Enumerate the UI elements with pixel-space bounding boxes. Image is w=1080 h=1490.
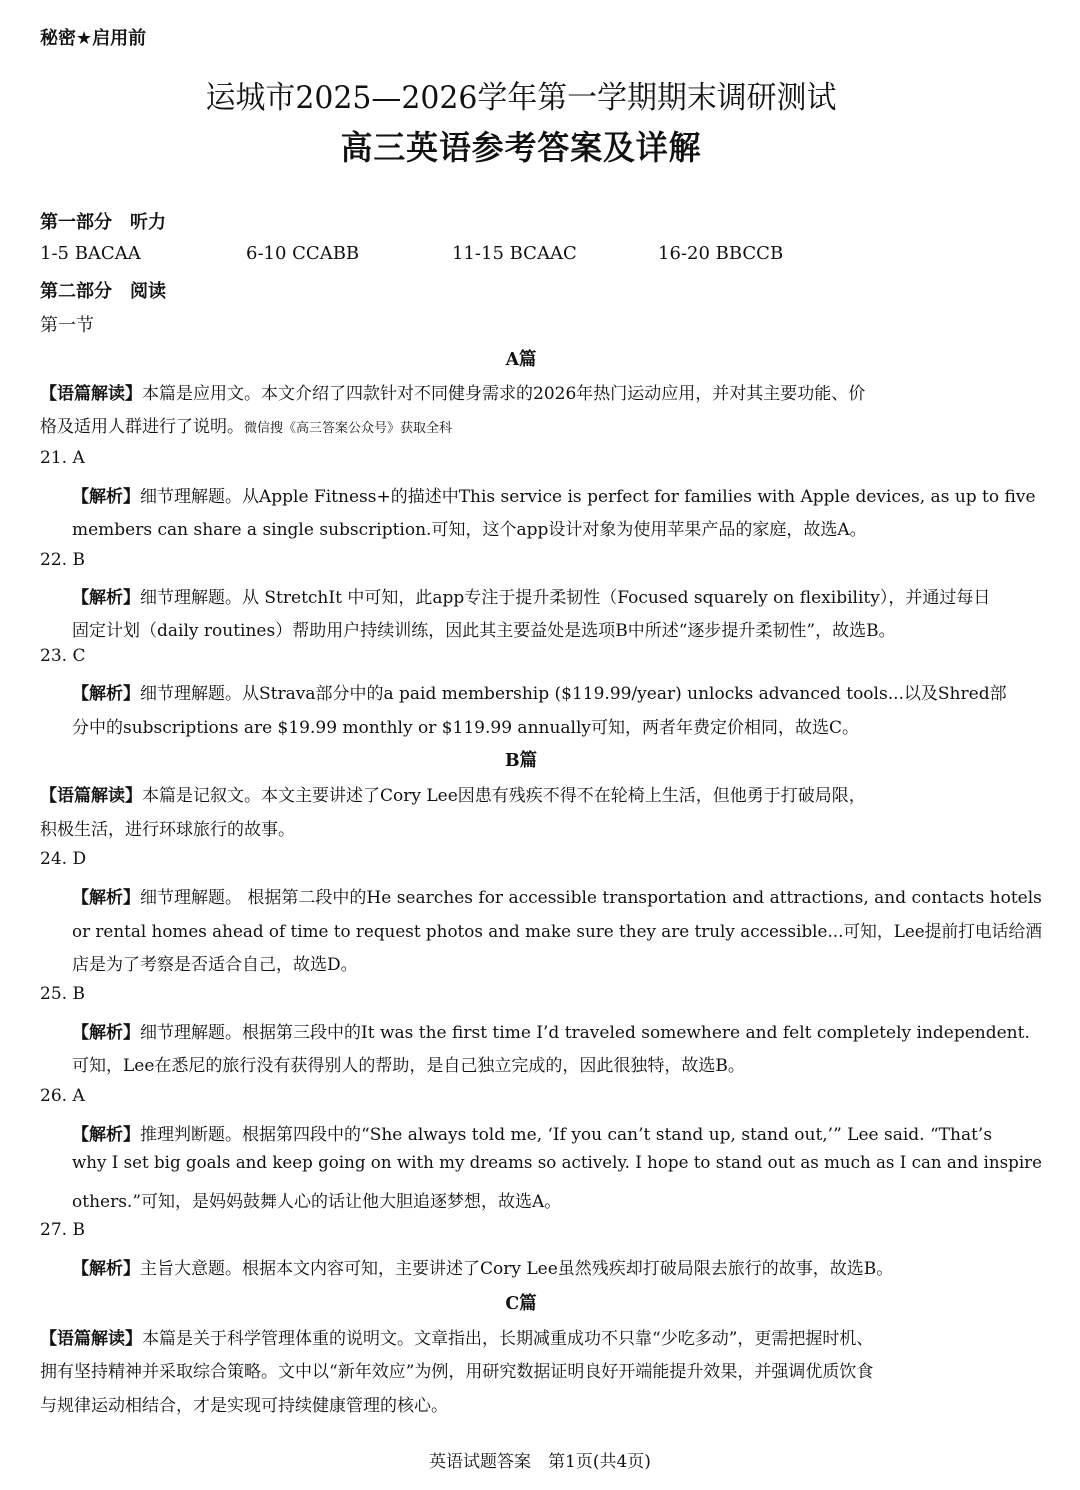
analysis-text: 细节理解题。从Strava部分中的a paid membership ($119.99/year) unlocks advanced tools...以及Shred部 bbox=[140, 684, 1007, 704]
analysis-tag: 【解析】 bbox=[72, 1259, 140, 1279]
passage-c-intro-line3: 与规律运动相结合，才是实现可持续健康管理的核心。 bbox=[40, 1396, 448, 1416]
intro-tag: 【语篇解读】 bbox=[40, 1329, 142, 1349]
exam-title: 运城市2025—2026学年第一学期期末调研测试 bbox=[205, 80, 837, 116]
analysis-tag: 【解析】 bbox=[72, 684, 140, 704]
question-27-answer: 27. B bbox=[40, 1220, 85, 1240]
question-24-answer: 24. D bbox=[40, 849, 87, 869]
section-label: 第一节 bbox=[40, 315, 94, 336]
q21-analysis-line1 bbox=[72, 482, 1036, 507]
analysis-text: 推理判断题。根据第四段中的“She always told me, ‘If you can’t stand up, stand out,’” Lee said. “That’s bbox=[140, 1125, 993, 1145]
passage-c-title: C篇 bbox=[505, 1293, 537, 1314]
question-22-answer: 22. B bbox=[40, 550, 85, 570]
confidential-label: 秘密★启用前 bbox=[40, 28, 147, 49]
passage-b-intro-line2: 积极生活，进行环球旅行的故事。 bbox=[40, 820, 295, 840]
q23-analysis-line2: 分中的subscriptions are $19.99 monthly or $119.99 annually可知，两者年费定价相同，故选C。 bbox=[72, 718, 860, 738]
answer-group-2: 6-10 CCABB bbox=[246, 243, 360, 264]
passage-b-title: B篇 bbox=[504, 750, 538, 771]
page-footer: 英语试题答案 第1页(共4页) bbox=[429, 1452, 651, 1472]
q23-analysis-line1 bbox=[72, 679, 1007, 704]
question-25-answer: 25. B bbox=[40, 984, 85, 1004]
question-21-answer: 21. A bbox=[40, 448, 85, 468]
analysis-text: 细节理解题。 根据第二段中的He searches for accessible transportation and attractions, and contacts hotels bbox=[140, 888, 1042, 908]
q25-analysis-line1 bbox=[72, 1018, 1030, 1043]
q24-analysis-line3: 店是为了考察是否适合自己，故选D。 bbox=[72, 955, 358, 975]
q25-analysis-line2: 可知，Lee在悉尼的旅行没有获得别人的帮助，是自己独立完成的，因此很独特，故选B。 bbox=[72, 1056, 745, 1076]
passage-a-title: A篇 bbox=[505, 349, 537, 370]
passage-a-intro-line2 bbox=[40, 412, 452, 437]
intro-tag: 【语篇解读】 bbox=[40, 786, 142, 806]
analysis-text: 主旨大意题。根据本文内容可知，主要讲述了Cory Lee虽然残疾却打破局限去旅行的故事，故选B。 bbox=[140, 1259, 894, 1279]
answer-group-3: 11-15 BCAAC bbox=[452, 243, 577, 264]
intro-text: 格及适用人群进行了说明。 bbox=[40, 417, 244, 437]
analysis-text: 细节理解题。从 StretchIt 中可知，此app专注于提升柔韧性（Focused squarely on flexibility），并通过每日 bbox=[140, 588, 991, 608]
question-23-answer: 23. C bbox=[40, 646, 86, 666]
analysis-tag: 【解析】 bbox=[72, 487, 140, 507]
passage-a-intro-line1 bbox=[40, 379, 865, 404]
part2-heading: 第二部分 阅读 bbox=[40, 281, 166, 302]
question-26-answer: 26. A bbox=[40, 1086, 85, 1106]
watermark-text: 微信搜《高三答案公众号》获取全科 bbox=[244, 421, 453, 436]
intro-tag: 【语篇解读】 bbox=[40, 384, 142, 404]
analysis-text: 细节理解题。从Apple Fitness+的描述中This service is perfect for families with Apple devices, as up to five bbox=[140, 487, 1036, 507]
analysis-tag: 【解析】 bbox=[72, 1125, 140, 1145]
q27-analysis-line1 bbox=[72, 1254, 893, 1279]
q26-analysis-line2: why I set big goals and keep going on with my dreams so actively. I hope to stand out as much as I can and inspire bbox=[72, 1153, 1042, 1173]
intro-text: 本篇是关于科学管理体重的说明文。文章指出，长期减重成功不只靠“少吃多动”，更需把握时机、 bbox=[142, 1329, 874, 1349]
analysis-tag: 【解析】 bbox=[72, 588, 140, 608]
analysis-tag: 【解析】 bbox=[72, 888, 140, 908]
intro-text: 本篇是应用文。本文介绍了四款针对不同健身需求的2026年热门运动应用，并对其主要功能、价 bbox=[142, 384, 866, 404]
q24-analysis-line1 bbox=[72, 883, 1042, 908]
q26-analysis-line1 bbox=[72, 1120, 992, 1145]
intro-text: 本篇是记叙文。本文主要讲述了Cory Lee因患有残疾不得不在轮椅上生活，但他勇于打破局限， bbox=[142, 786, 866, 806]
analysis-tag: 【解析】 bbox=[72, 1023, 140, 1043]
part1-heading: 第一部分 听力 bbox=[40, 212, 166, 233]
q24-analysis-line2: or rental homes ahead of time to request photos and make sure they are truly accessible...可知，Lee提前打电话给酒 bbox=[72, 922, 1042, 942]
answer-group-4: 16-20 BBCCB bbox=[658, 243, 784, 264]
passage-c-intro-line2: 拥有坚持精神并采取综合策略。文中以“新年效应”为例，用研究数据证明良好开端能提升效果，并强调优质饮食 bbox=[40, 1362, 874, 1382]
q21-analysis-line2: members can share a single subscription.可知，这个app设计对象为使用苹果产品的家庭，故选A。 bbox=[72, 520, 867, 540]
q22-analysis-line1 bbox=[72, 583, 990, 608]
q22-analysis-line2: 固定计划（daily routines）帮助用户持续训练，因此其主要益处是选项B中所述“逐步提升柔韧性”，故选B。 bbox=[72, 621, 896, 641]
q26-analysis-line3: others.”可知，是妈妈鼓舞人心的话让他大胆追逐梦想，故选A。 bbox=[72, 1192, 562, 1212]
answer-group-1: 1-5 BACAA bbox=[40, 243, 141, 264]
passage-c-intro-line1 bbox=[40, 1324, 873, 1349]
passage-b-intro-line1 bbox=[40, 781, 866, 806]
document-subtitle: 高三英语参考答案及详解 bbox=[340, 128, 702, 167]
analysis-text: 细节理解题。根据第三段中的It was the first time I’d traveled somewhere and felt completely independent. bbox=[140, 1023, 1030, 1043]
